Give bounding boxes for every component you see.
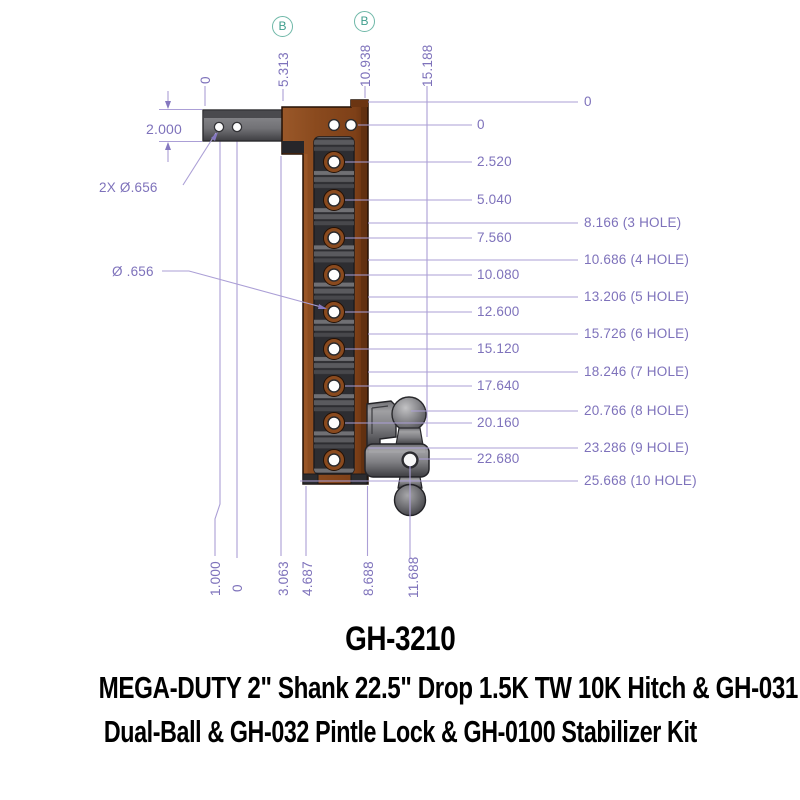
dim-label-bottom-4687: 4.687 (300, 561, 315, 596)
dim-label-top-0: 0 (198, 76, 213, 84)
dim-label-hole-22680: 22.680 (477, 451, 520, 466)
dim-label-top-15188: 15.188 (420, 44, 435, 87)
dim-label-hole-5040: 5.040 (477, 192, 512, 207)
dim-label-drop-5hole: 13.206 (5 HOLE) (584, 289, 690, 304)
column-hole (346, 120, 357, 131)
top-hitch-ball (392, 397, 426, 431)
model-number: GH-3210 (344, 620, 456, 658)
dim-label-bottom-8688: 8.688 (361, 561, 376, 596)
dim-label-hole-20160: 20.160 (477, 415, 520, 430)
product-subtitle-line2: Dual-Ball & GH-032 Pintle Lock & GH-0100 Stabilizer Kit (103, 714, 697, 749)
dim-label-top-5313: 5.313 (276, 52, 291, 87)
dim-label-drop-10hole: 25.668 (10 HOLE) (584, 473, 697, 488)
ball-mount (365, 397, 429, 516)
datum-balloon-b: B (354, 11, 375, 32)
dim-label-drop-top: 0 (584, 94, 592, 109)
shank-pin-hole (214, 122, 223, 131)
product-model-title (0, 620, 800, 659)
column-hole (329, 120, 340, 131)
dim-label-shank-holes: 2X Ø.656 (99, 180, 158, 195)
shank-pin-hole (232, 122, 241, 131)
product-subtitle-line1: MEGA-DUTY 2" Shank 22.5" Drop 1.5K TW 10K Hitch & GH-031 (98, 670, 798, 705)
dim-label-hole-17640: 17.640 (477, 378, 520, 393)
dim-label-hole-15120: 15.120 (477, 341, 520, 356)
column-foot (351, 474, 367, 484)
dim-label-hole-2520: 2.520 (477, 154, 512, 169)
dim-label-bottom-3063: 3.063 (276, 561, 291, 596)
dim-label-hole-0: 0 (477, 117, 485, 132)
dim-label-drop-6hole: 15.726 (6 HOLE) (584, 326, 690, 341)
column-foot (303, 474, 318, 484)
dim-label-drop-3hole: 8.166 (3 HOLE) (584, 215, 682, 230)
pintle-lock (367, 401, 396, 447)
dim-label-drop-9hole: 23.286 (9 HOLE) (584, 440, 690, 455)
dim-label-shank-height: 2.000 (146, 121, 183, 137)
dim-label-hole-7560: 7.560 (477, 230, 512, 245)
dim-label-drop-8hole: 20.766 (8 HOLE) (584, 403, 690, 418)
dim-label-drop-4hole: 10.686 (4 HOLE) (584, 252, 690, 267)
dim-label-bottom-11688: 11.688 (406, 556, 421, 598)
bar-lock-hole (403, 453, 418, 468)
dim-label-top-10938: 10.938 (358, 44, 373, 87)
adjustment-holes (324, 152, 345, 471)
dim-label-hole-12600: 12.600 (477, 304, 520, 319)
dim-label-bottom-0: 0 (230, 584, 245, 592)
dim-label-bottom-1000: 1.000 (208, 561, 223, 596)
dim-label-drop-7hole: 18.246 (7 HOLE) (584, 364, 690, 379)
dim-label-column-hole: Ø .656 (112, 264, 154, 279)
dim-label-hole-10080: 10.080 (477, 267, 520, 282)
datum-balloon-b: B (272, 16, 293, 37)
drop-column (282, 100, 368, 484)
